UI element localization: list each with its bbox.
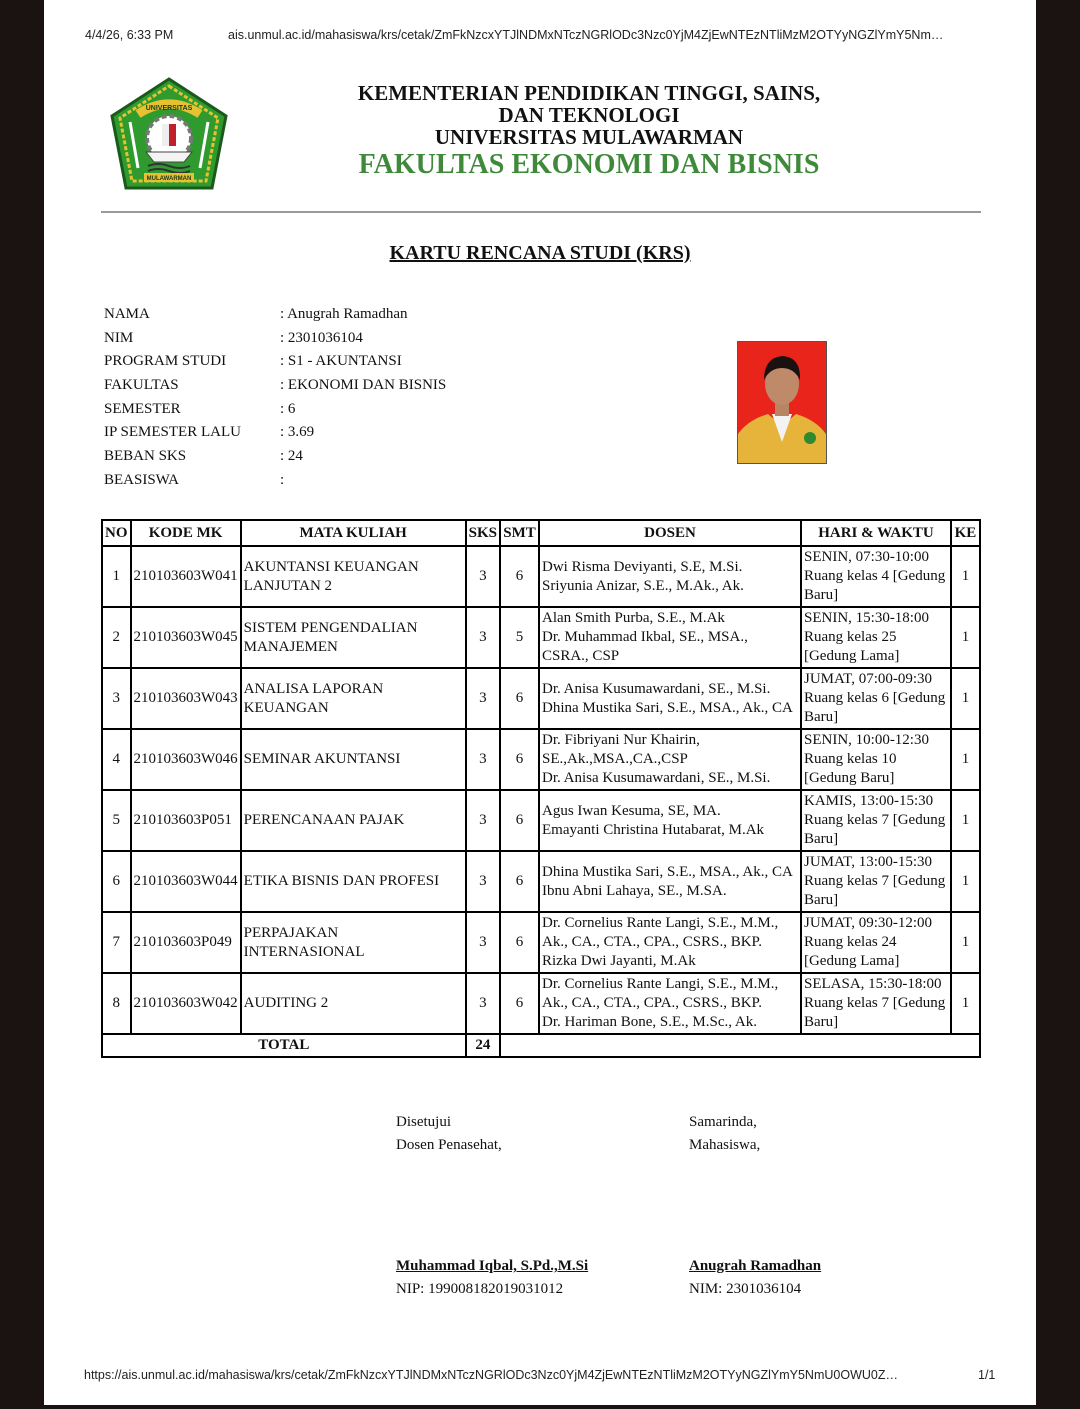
info-label: NIM xyxy=(104,329,134,346)
lecturer-name: Dr. Cornelius Rante Langi, S.E., M.M., Ak., CA., CTA., CPA., CSRS., BKP. xyxy=(542,976,779,1011)
lecturer-name: Dr. Anisa Kusumawardani, SE., M.Si. xyxy=(542,770,771,786)
cell-ke: 1 xyxy=(951,729,980,790)
cell-sks: 3 xyxy=(466,546,500,607)
info-value: : xyxy=(280,471,285,488)
ministry-name-cont: DAN TEKNOLOGI xyxy=(498,103,680,127)
cell-ke: 1 xyxy=(951,546,980,607)
info-row-ip xyxy=(104,424,446,448)
lecturer-name: Ibnu Abni Lahaya, SE., M.SA. xyxy=(542,882,727,899)
cell-hari-waktu: SENIN, 07:30-10:00 Ruang kelas 4 [Gedung Baru] xyxy=(801,546,951,607)
info-row-program-studi xyxy=(104,353,446,377)
cell-dosen xyxy=(539,729,801,790)
lecturer-name: Rizka Dwi Jayanti, M.Ak xyxy=(542,953,696,969)
info-row-nim xyxy=(104,330,446,354)
cell-no: 6 xyxy=(102,851,131,912)
total-label: TOTAL xyxy=(102,1034,466,1057)
advisor-nip: NIP: 199008182019031012 xyxy=(396,1281,564,1297)
col-header-ke: KE xyxy=(951,520,980,546)
lecturer-name: Dr. Cornelius Rante Langi, S.E., M.M., Ak., CA., CTA., CPA., CSRS., BKP. xyxy=(542,915,779,950)
document-title: KARTU RENCANA STUDI (KRS) xyxy=(389,242,691,264)
cell-no: 2 xyxy=(102,607,131,668)
cell-dosen xyxy=(539,912,801,973)
lecturer-name: Dhina Mustika Sari, S.E., MSA., Ak., CA xyxy=(542,863,793,880)
lecturer-name: Emayanti Christina Hutabarat, M.Ak xyxy=(542,821,765,838)
cell-mata-kuliah: AKUNTANSI KEUANGAN LANJUTAN 2 xyxy=(241,546,466,607)
info-row-fakultas xyxy=(104,377,446,401)
cell-kode-mk: 210103603W046 xyxy=(131,729,241,790)
cell-kode-mk: 210103603W044 xyxy=(131,851,241,912)
cell-hari-waktu: KAMIS, 13:00-15:30 Ruang kelas 7 [Gedung Baru] xyxy=(801,790,951,851)
cell-kode-mk: 210103603W042 xyxy=(131,973,241,1034)
info-row-beban-sks xyxy=(104,448,446,472)
info-value: : Anugrah Ramadhan xyxy=(280,306,408,322)
info-label: BEBAN SKS xyxy=(104,448,187,465)
lecturer-name: Dhina Mustika Sari, S.E., MSA., Ak., CA xyxy=(542,699,793,716)
cell-hari-waktu: JUMAT, 09:30-12:00 Ruang kelas 24 [Gedung Lama] xyxy=(801,912,951,973)
cell-smt: 6 xyxy=(500,790,539,851)
cell-smt: 6 xyxy=(500,912,539,973)
info-label: NAMA xyxy=(104,306,150,322)
info-row-semester xyxy=(104,401,446,425)
info-label: FAKULTAS xyxy=(104,377,179,394)
cell-mata-kuliah: SEMINAR AKUNTANSI xyxy=(241,729,466,790)
cell-mata-kuliah: SISTEM PENGENDALIAN MANAJEMEN xyxy=(241,607,466,668)
cell-sks: 3 xyxy=(466,790,500,851)
table-row xyxy=(102,851,980,912)
print-date: 4/4/26, 6:33 PM xyxy=(85,28,174,42)
cell-kode-mk: 210103603P049 xyxy=(131,912,241,973)
faculty-name: FAKULTAS EKONOMI DAN BISNIS xyxy=(358,149,820,180)
info-label: BEASISWA xyxy=(104,471,180,488)
info-row-nama xyxy=(104,306,446,330)
cell-dosen xyxy=(539,851,801,912)
cell-kode-mk: 210103603W041 xyxy=(131,546,241,607)
printed-page xyxy=(44,0,1036,1405)
lecturer-name: Dwi Risma Deviyanti, S.E, M.Si. xyxy=(542,558,743,575)
print-header-url: ais.unmul.ac.id/mahasiswa/krs/cetak/ZmFkNzcxYTJlNDMxNTczNGRlODc3Nzc0YjM4ZjEwNTEzNTliMzM2OTYyNGZlYmY5Nm… xyxy=(228,28,944,42)
cell-smt: 6 xyxy=(500,851,539,912)
table-row xyxy=(102,729,980,790)
cell-kode-mk: 210103603W043 xyxy=(131,668,241,729)
cell-ke: 1 xyxy=(951,851,980,912)
lecturer-name: Sriyunia Anizar, S.E., M.Ak., Ak. xyxy=(542,577,744,594)
table-row xyxy=(102,546,980,607)
cell-no: 1 xyxy=(102,546,131,607)
cell-hari-waktu: SELASA, 15:30-18:00 Ruang kelas 7 [Gedung Baru] xyxy=(801,973,951,1034)
cell-kode-mk: 210103603P051 xyxy=(131,790,241,851)
table-row xyxy=(102,668,980,729)
cell-hari-waktu: SENIN, 10:00-12:30 Ruang kelas 10 [Gedung Baru] xyxy=(801,729,951,790)
student-signature xyxy=(689,1111,821,1301)
cell-ke: 1 xyxy=(951,973,980,1034)
cell-sks: 3 xyxy=(466,851,500,912)
cell-no: 3 xyxy=(102,668,131,729)
lecturer-name: Dr. Muhammad Ikbal, SE., MSA., CSRA., CSP xyxy=(542,629,748,664)
university-logo-icon xyxy=(108,76,230,192)
krs-table xyxy=(101,519,981,1058)
page-count: 1/1 xyxy=(978,1368,996,1382)
table-row xyxy=(102,790,980,851)
cell-dosen xyxy=(539,973,801,1034)
advisor-role: Dosen Penasehat, xyxy=(396,1137,502,1153)
col-header-hari-waktu: HARI & WAKTU xyxy=(801,520,951,546)
col-header-no: NO xyxy=(102,520,131,546)
cell-hari-waktu: JUMAT, 13:00-15:30 Ruang kelas 7 [Gedung Baru] xyxy=(801,851,951,912)
header-divider xyxy=(101,211,981,213)
cell-smt: 6 xyxy=(500,546,539,607)
ministry-name: KEMENTERIAN PENDIDIKAN TINGGI, SAINS, xyxy=(357,81,821,105)
cell-sks: 3 xyxy=(466,973,500,1034)
cell-mata-kuliah: AUDITING 2 xyxy=(241,973,466,1034)
cell-mata-kuliah: ANALISA LAPORAN KEUANGAN xyxy=(241,668,466,729)
table-row xyxy=(102,607,980,668)
student-photo xyxy=(737,341,827,464)
info-label: SEMESTER xyxy=(104,400,181,417)
cell-ke: 1 xyxy=(951,668,980,729)
cell-no: 8 xyxy=(102,973,131,1034)
cell-dosen xyxy=(539,607,801,668)
advisor-signature xyxy=(396,1111,588,1301)
lecturer-name: Agus Iwan Kesuma, SE, MA. xyxy=(542,802,721,819)
cell-no: 4 xyxy=(102,729,131,790)
cell-dosen xyxy=(539,790,801,851)
cell-mata-kuliah: PERPAJAKAN INTERNASIONAL xyxy=(241,912,466,973)
cell-dosen xyxy=(539,546,801,607)
col-header-sks: SKS xyxy=(466,520,500,546)
cell-mata-kuliah: ETIKA BISNIS DAN PROFESI xyxy=(241,851,466,912)
approved-label: Disetujui xyxy=(396,1114,451,1130)
cell-ke: 1 xyxy=(951,912,980,973)
table-row xyxy=(102,912,980,973)
logo-bottom-text: MULAWARMAN xyxy=(146,176,192,182)
cell-smt: 6 xyxy=(500,973,539,1034)
logo-top-text: UNIVERSITAS xyxy=(145,105,193,112)
col-header-mata-kuliah: MATA KULIAH xyxy=(241,520,466,546)
total-row xyxy=(102,1034,980,1057)
cell-sks: 3 xyxy=(466,729,500,790)
cell-sks: 3 xyxy=(466,668,500,729)
cell-hari-waktu: SENIN, 15:30-18:00 Ruang kelas 25 [Gedung Lama] xyxy=(801,607,951,668)
cell-ke: 1 xyxy=(951,790,980,851)
total-sks: 24 xyxy=(466,1034,500,1057)
table-row xyxy=(102,973,980,1034)
cell-mata-kuliah: PERENCANAAN PAJAK xyxy=(241,790,466,851)
cell-sks: 3 xyxy=(466,607,500,668)
cell-smt: 5 xyxy=(500,607,539,668)
student-info xyxy=(104,306,446,496)
cell-no: 7 xyxy=(102,912,131,973)
col-header-kode-mk: KODE MK xyxy=(131,520,241,546)
cell-smt: 6 xyxy=(500,668,539,729)
info-value: : 3.69 xyxy=(280,424,315,441)
col-header-dosen: DOSEN xyxy=(539,520,801,546)
info-value: : 6 xyxy=(280,400,296,417)
university-name: UNIVERSITAS MULAWARMAN xyxy=(434,125,744,149)
info-value: : 24 xyxy=(280,448,303,465)
cell-kode-mk: 210103603W045 xyxy=(131,607,241,668)
place-label: Samarinda, xyxy=(689,1114,757,1130)
table-header-row xyxy=(102,520,980,546)
info-value: : S1 - AKUNTANSI xyxy=(280,353,402,370)
advisor-name: Muhammad Iqbal, S.Pd.,M.Si xyxy=(396,1258,589,1274)
info-value: : 2301036104 xyxy=(280,329,363,346)
info-row-beasiswa xyxy=(104,472,446,496)
letterhead xyxy=(334,82,844,180)
print-footer-url: https://ais.unmul.ac.id/mahasiswa/krs/cetak/ZmFkNzcxYTJlNDMxNTczNGRlODc3Nzc0YjM4ZjEwNTEzNTliMzM2OTYyNGZlYmY5NmU0OWU0Z… xyxy=(84,1368,898,1382)
student-signature-name: Anugrah Ramadhan xyxy=(689,1258,822,1274)
cell-smt: 6 xyxy=(500,729,539,790)
cell-hari-waktu: JUMAT, 07:00-09:30 Ruang kelas 6 [Gedung Baru] xyxy=(801,668,951,729)
lecturer-name: Dr. Hariman Bone, S.E., M.Sc., Ak. xyxy=(542,1014,757,1030)
lecturer-name: Dr. Anisa Kusumawardani, SE., M.Si. xyxy=(542,680,771,697)
info-value: : EKONOMI DAN BISNIS xyxy=(280,377,447,394)
total-empty xyxy=(500,1034,980,1057)
student-role: Mahasiswa, xyxy=(689,1137,761,1153)
cell-ke: 1 xyxy=(951,607,980,668)
student-signature-nim: NIM: 2301036104 xyxy=(689,1281,802,1297)
info-label: PROGRAM STUDI xyxy=(104,353,227,370)
cell-sks: 3 xyxy=(466,912,500,973)
cell-dosen xyxy=(539,668,801,729)
cell-no: 5 xyxy=(102,790,131,851)
lecturer-name: Dr. Fibriyani Nur Khairin, SE.,Ak.,MSA.,CA.,CSP xyxy=(542,732,700,767)
info-label: IP SEMESTER LALU xyxy=(104,424,241,441)
lecturer-name: Alan Smith Purba, S.E., M.Ak xyxy=(542,610,725,626)
col-header-smt: SMT xyxy=(500,520,539,546)
